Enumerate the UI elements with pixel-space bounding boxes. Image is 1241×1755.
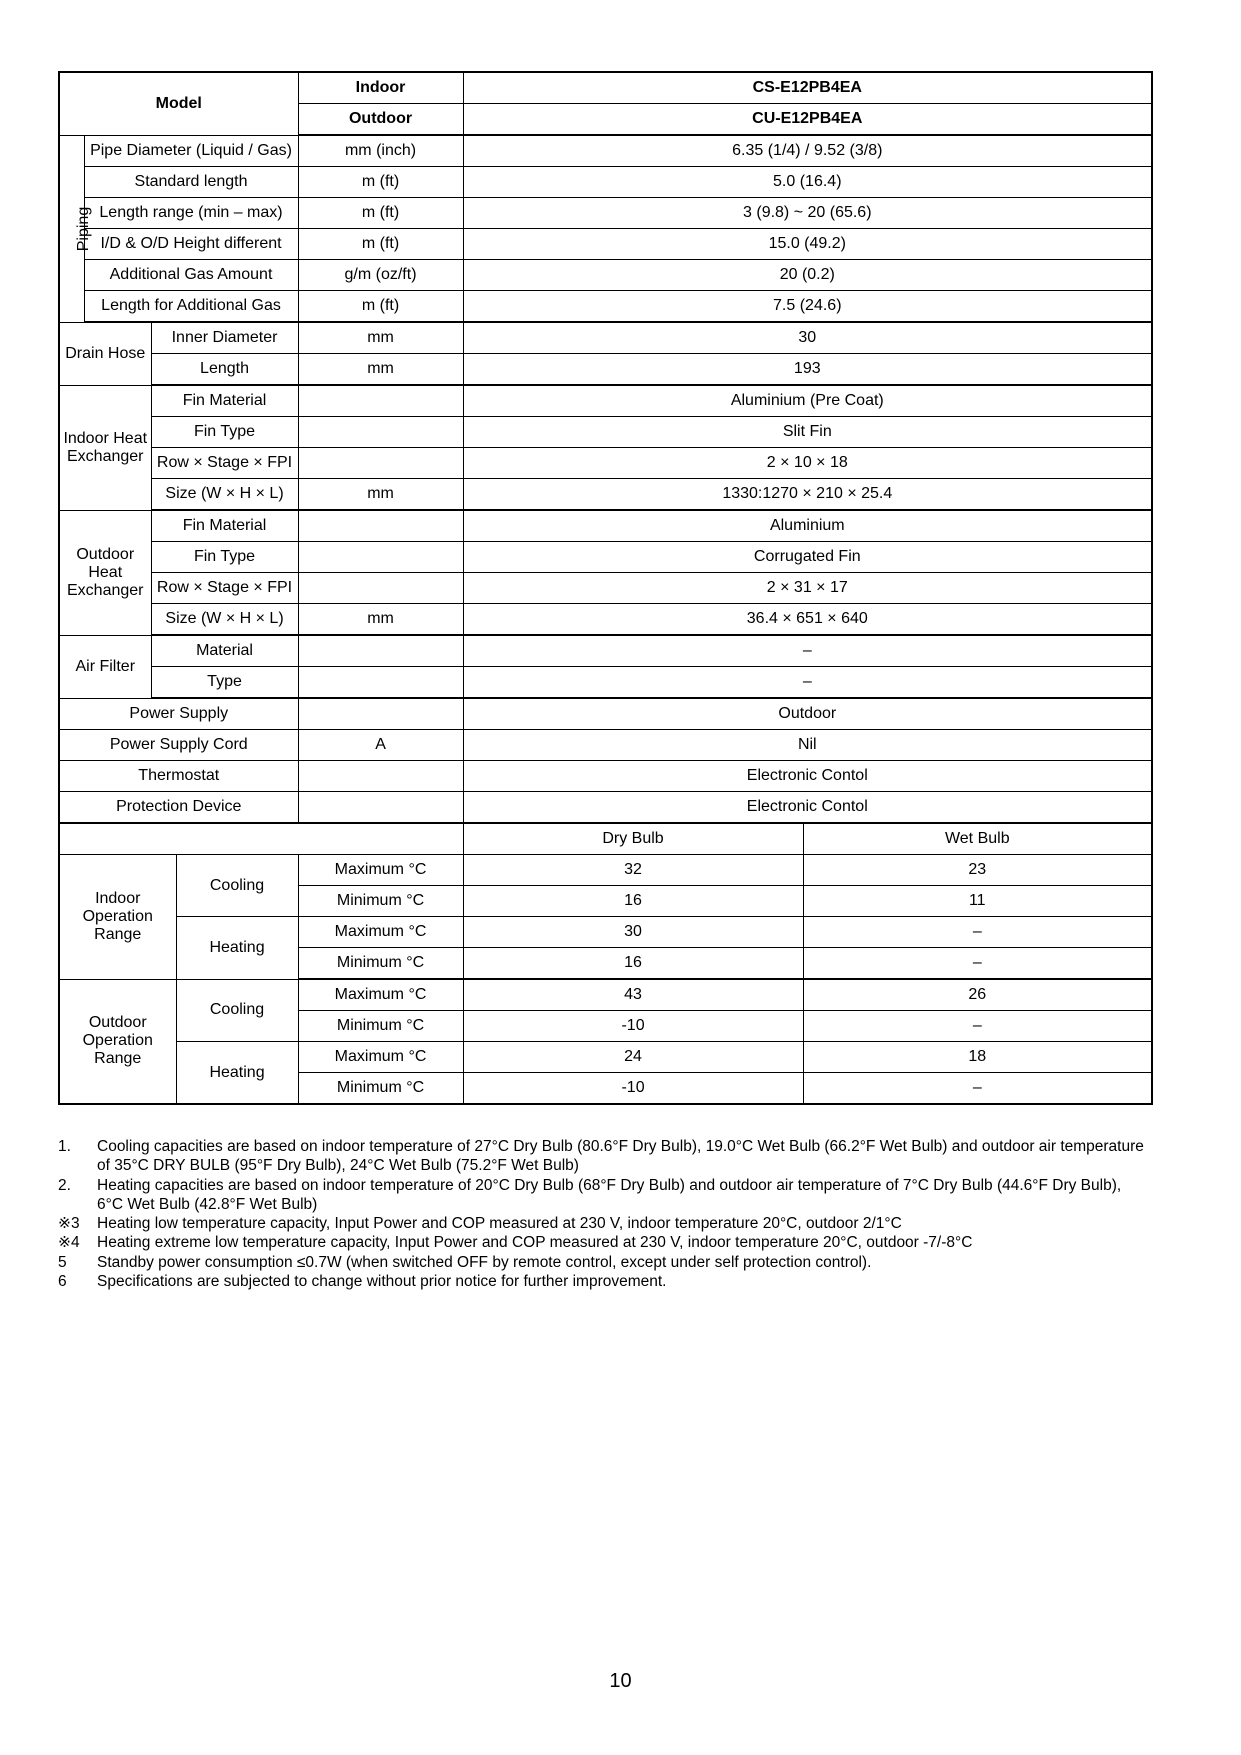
piping-row-value: 5.0 (16.4) [463, 167, 1152, 198]
note-number: ※4 [58, 1234, 80, 1252]
piping-row-unit: m (ft) [298, 198, 463, 229]
indoor-hex-row-value: 1330:1270 × 210 × 25.4 [463, 479, 1152, 511]
note-item [58, 1233, 1151, 1252]
indoor-hex-row-value: 2 × 10 × 18 [463, 448, 1152, 479]
misc-row-value: Outdoor [463, 698, 1152, 730]
note-item [58, 1214, 1151, 1233]
notes-section [58, 1137, 1151, 1291]
piping-row-name: I/D & O/D Height different [84, 229, 298, 260]
piping-row-unit: m (ft) [298, 291, 463, 323]
range-limit-label: Maximum °C [298, 855, 463, 886]
misc-row-unit [298, 698, 463, 730]
piping-row-name: Standard length [84, 167, 298, 198]
misc-row-name: Thermostat [59, 761, 298, 792]
page-number: 10 [609, 1670, 632, 1692]
note-number: 5 [58, 1253, 67, 1271]
dry-bulb-value: 32 [463, 855, 803, 886]
note-item [58, 1137, 1151, 1176]
range-limit-label: Minimum °C [298, 1073, 463, 1105]
piping-row-value: 3 (9.8) ~ 20 (65.6) [463, 198, 1152, 229]
outdoor-hex-row-name: Size (W × H × L) [151, 604, 298, 636]
air-filter-row-name: Type [151, 667, 298, 699]
misc-row-unit: A [298, 730, 463, 761]
outdoor-heating-label: Heating [176, 1042, 298, 1105]
misc-row-unit [298, 761, 463, 792]
drain-row-unit: mm [298, 354, 463, 386]
outdoor-cooling-label: Cooling [176, 979, 298, 1042]
piping-row-unit: mm (inch) [298, 135, 463, 167]
misc-row-value: Electronic Contol [463, 792, 1152, 824]
wet-bulb-value: 26 [803, 979, 1152, 1011]
dry-bulb-value: -10 [463, 1011, 803, 1042]
piping-label: Piping [75, 206, 93, 251]
indoor-heating-label: Heating [176, 917, 298, 980]
drain-row-name: Length [151, 354, 298, 386]
piping-row-name: Length for Additional Gas [84, 291, 298, 323]
wet-bulb-value: – [803, 1073, 1152, 1105]
indoor-hex-row-unit [298, 448, 463, 479]
wet-bulb-value: – [803, 1011, 1152, 1042]
note-text: Cooling capacities are based on indoor temperature of 27°C Dry Bulb (80.6°F Dry Bulb), 19.0°C Wet Bulb (66.2°F Wet Bulb) and outdoor air temperature of 35°C DRY BULB (95°F Dry Bulb), 24°C Wet Bulb (75.2°F Wet Bulb) [97, 1138, 1144, 1175]
air-filter-row-value: – [463, 667, 1152, 699]
note-item [58, 1272, 1151, 1291]
piping-row-name: Additional Gas Amount [84, 260, 298, 291]
dry-bulb-value: 24 [463, 1042, 803, 1073]
wet-bulb-value: – [803, 948, 1152, 980]
dry-bulb-value: -10 [463, 1073, 803, 1105]
range-limit-label: Maximum °C [298, 917, 463, 948]
air-filter-label: Air Filter [59, 635, 151, 698]
indoor-label: Indoor [298, 72, 463, 104]
drain-row-unit: mm [298, 322, 463, 354]
dry-bulb-value: 16 [463, 948, 803, 980]
outdoor-hex-row-unit [298, 510, 463, 542]
dry-bulb-value: 30 [463, 917, 803, 948]
indoor-hex-row-value: Slit Fin [463, 417, 1152, 448]
drain-row-value: 30 [463, 322, 1152, 354]
range-limit-label: Minimum °C [298, 1011, 463, 1042]
piping-row-name: Length range (min – max) [84, 198, 298, 229]
misc-row-name: Protection Device [59, 792, 298, 824]
spec-table-wrapper [58, 71, 1151, 1105]
air-filter-row-unit [298, 667, 463, 699]
misc-row-name: Power Supply [59, 698, 298, 730]
note-text: Heating extreme low temperature capacity, Input Power and COP measured at 230 V, indoor temperature 20°C, outdoor -7/-8°C [97, 1234, 973, 1252]
indoor-hex-row-name: Fin Material [151, 385, 298, 417]
outdoor-hex-row-value: Aluminium [463, 510, 1152, 542]
range-limit-label: Maximum °C [298, 979, 463, 1011]
operation-header-blank [59, 823, 463, 855]
wet-bulb-value: – [803, 917, 1152, 948]
wet-bulb-value: 18 [803, 1042, 1152, 1073]
note-number: ※3 [58, 1215, 80, 1233]
note-number: 2. [58, 1176, 71, 1194]
drain-row-value: 193 [463, 354, 1152, 386]
outdoor-hex-label: Outdoor Heat Exchanger [59, 510, 151, 635]
outdoor-hex-row-name: Row × Stage × FPI [151, 573, 298, 604]
drain-row-name: Inner Diameter [151, 322, 298, 354]
note-text: Heating low temperature capacity, Input Power and COP measured at 230 V, indoor temperature 20°C, outdoor 2/1°C [97, 1215, 902, 1233]
air-filter-row-value: – [463, 635, 1152, 667]
outdoor-label: Outdoor [298, 104, 463, 136]
outdoor-model: CU-E12PB4EA [463, 104, 1152, 136]
wet-bulb-value: 23 [803, 855, 1152, 886]
indoor-hex-row-unit [298, 385, 463, 417]
air-filter-row-unit [298, 635, 463, 667]
piping-row-value: 6.35 (1/4) / 9.52 (3/8) [463, 135, 1152, 167]
dry-bulb-value: 16 [463, 886, 803, 917]
indoor-hex-row-unit [298, 417, 463, 448]
piping-row-value: 7.5 (24.6) [463, 291, 1152, 323]
misc-row-unit [298, 792, 463, 824]
note-item [58, 1253, 1151, 1272]
drain-hose-label: Drain Hose [59, 322, 151, 385]
note-text: Specifications are subjected to change without prior notice for further improvement. [97, 1273, 667, 1291]
piping-group-label [59, 135, 93, 322]
misc-row-name: Power Supply Cord [59, 730, 298, 761]
note-text: Heating capacities are based on indoor temperature of 20°C Dry Bulb (68°F Dry Bulb) and outdoor air temperature of 7°C Dry Bulb (44.6°F Dry Bulb), 6°C Wet Bulb (42.8°F Wet Bulb) [97, 1176, 1122, 1213]
indoor-hex-row-value: Aluminium (Pre Coat) [463, 385, 1152, 417]
outdoor-hex-row-unit [298, 542, 463, 573]
indoor-cooling-label: Cooling [176, 855, 298, 917]
range-limit-label: Minimum °C [298, 948, 463, 980]
wet-bulb-header: Wet Bulb [803, 823, 1152, 855]
piping-row-unit: m (ft) [298, 229, 463, 260]
outdoor-hex-row-unit: mm [298, 604, 463, 636]
piping-row-value: 20 (0.2) [463, 260, 1152, 291]
piping-row-value: 15.0 (49.2) [463, 229, 1152, 260]
range-limit-label: Minimum °C [298, 886, 463, 917]
indoor-model: CS-E12PB4EA [463, 72, 1152, 104]
piping-row-unit: m (ft) [298, 167, 463, 198]
wet-bulb-value: 11 [803, 886, 1152, 917]
indoor-hex-label: Indoor Heat Exchanger [59, 385, 151, 510]
indoor-operation-label: Indoor Operation Range [59, 855, 176, 980]
outdoor-hex-row-name: Fin Material [151, 510, 298, 542]
misc-row-value: Electronic Contol [463, 761, 1152, 792]
note-text: Standby power consumption ≤0.7W (when switched OFF by remote control, except under self protection control). [97, 1253, 872, 1271]
indoor-hex-row-unit: mm [298, 479, 463, 511]
outdoor-hex-row-value: 36.4 × 651 × 640 [463, 604, 1152, 636]
outdoor-hex-row-value: Corrugated Fin [463, 542, 1152, 573]
misc-row-value: Nil [463, 730, 1152, 761]
outdoor-hex-row-name: Fin Type [151, 542, 298, 573]
note-number: 1. [58, 1138, 71, 1155]
range-limit-label: Maximum °C [298, 1042, 463, 1073]
spec-table [58, 71, 1153, 1105]
outdoor-hex-row-value: 2 × 31 × 17 [463, 573, 1152, 604]
indoor-hex-row-name: Row × Stage × FPI [151, 448, 298, 479]
air-filter-row-name: Material [151, 635, 298, 667]
model-label: Model [59, 72, 298, 135]
indoor-hex-row-name: Size (W × H × L) [151, 479, 298, 511]
note-number: 6 [58, 1273, 67, 1291]
piping-row-unit: g/m (oz/ft) [298, 260, 463, 291]
note-item [58, 1176, 1151, 1215]
dry-bulb-value: 43 [463, 979, 803, 1011]
piping-row-name: Pipe Diameter (Liquid / Gas) [84, 135, 298, 167]
dry-bulb-header: Dry Bulb [463, 823, 803, 855]
outdoor-operation-label: Outdoor Operation Range [59, 979, 176, 1104]
outdoor-hex-row-unit [298, 573, 463, 604]
indoor-hex-row-name: Fin Type [151, 417, 298, 448]
